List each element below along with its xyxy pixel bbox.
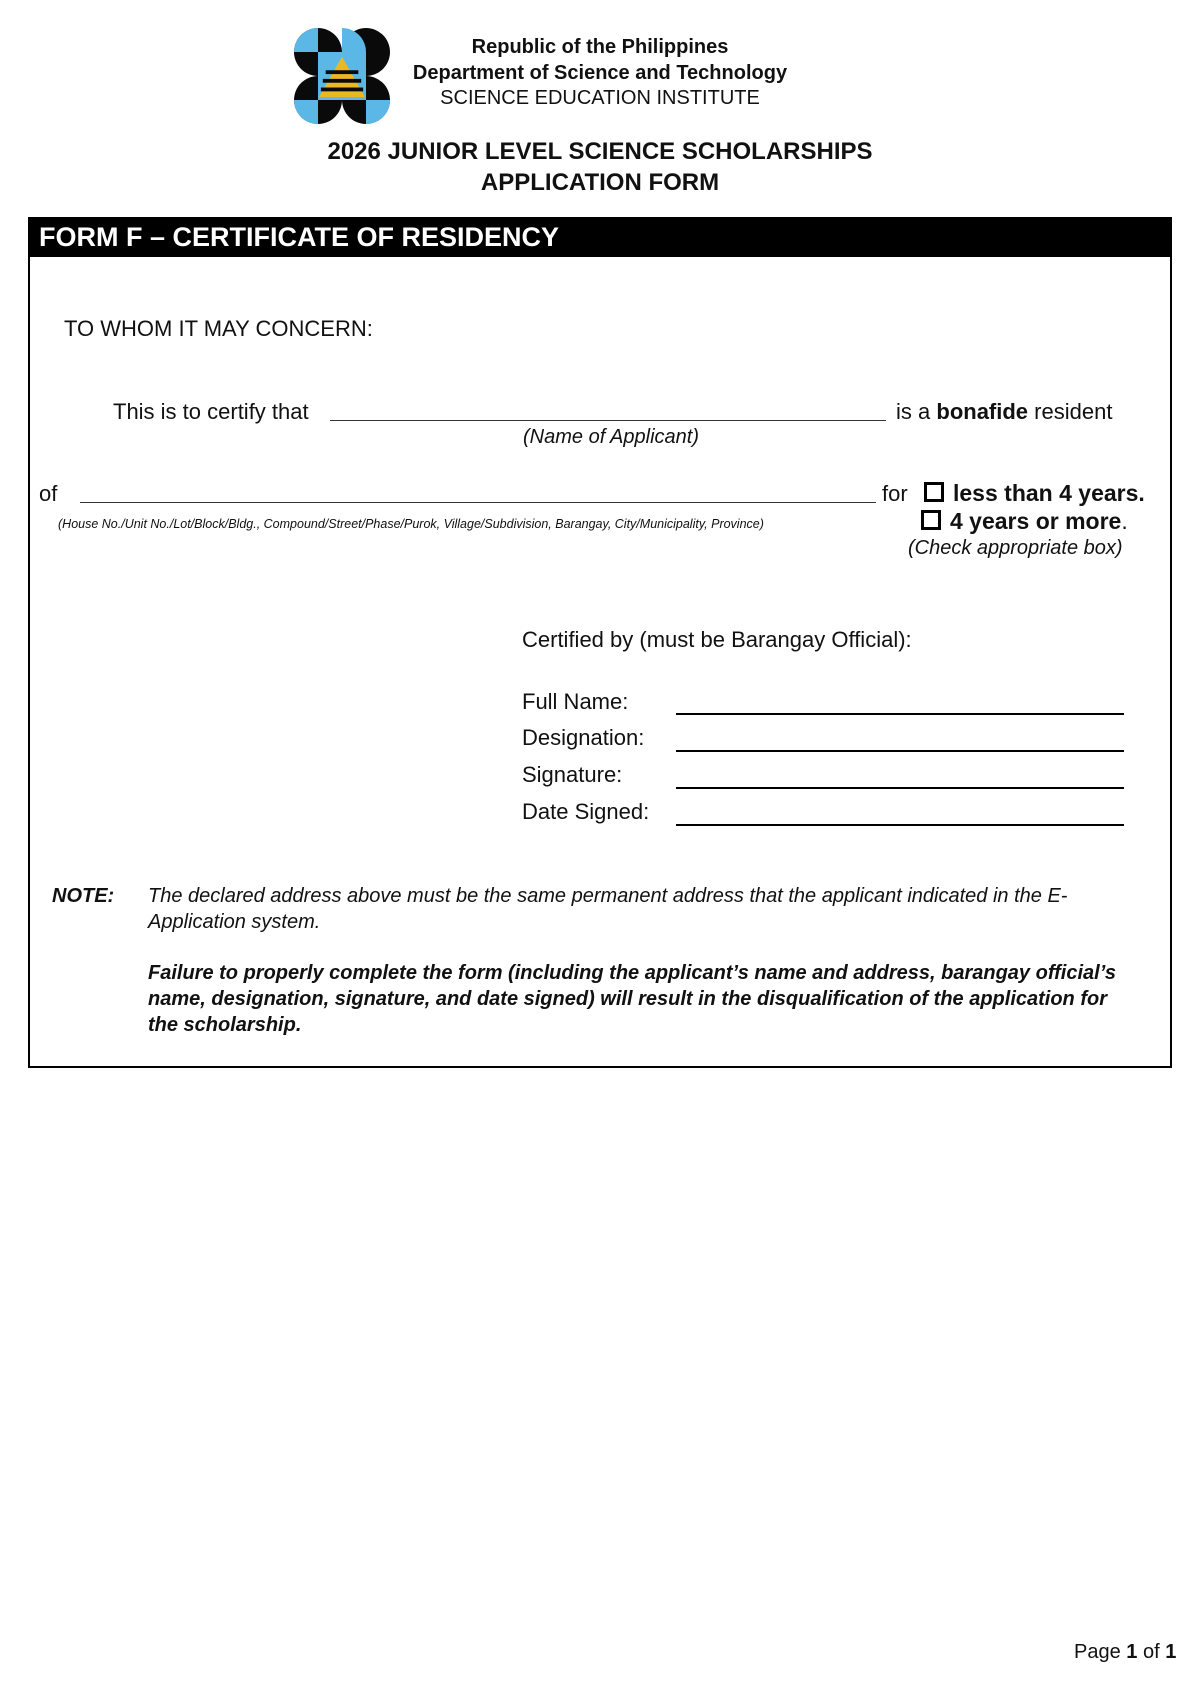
address-caption: (House No./Unit No./Lot/Block/Bldg., Compound/Street/Phase/Purok, Village/Subdivision, Barangay, City/Municipality, Province) xyxy=(58,517,764,531)
form-section-title: FORM F – CERTIFICATE OF RESIDENCY xyxy=(28,217,1172,257)
signature-line[interactable] xyxy=(676,766,1124,789)
checkbox-4-years-or-more[interactable] xyxy=(921,510,941,530)
option-less-than-4-years[interactable]: less than 4 years. xyxy=(924,480,1145,507)
certify-suffix: is a bonafide resident xyxy=(896,399,1113,424)
bonafide-word: bonafide xyxy=(936,399,1029,424)
certified-by-label: Certified by (must be Barangay Official): xyxy=(522,627,912,652)
form-title: 2026 JUNIOR LEVEL SCIENCE SCHOLARSHIPS xyxy=(327,138,873,165)
full-name-line[interactable] xyxy=(676,692,1124,715)
date-signed-line[interactable] xyxy=(676,803,1124,826)
full-name-label: Full Name: xyxy=(522,689,629,714)
designation-label: Designation: xyxy=(522,725,645,750)
designation-line[interactable] xyxy=(676,729,1124,752)
checkbox-less-than-4-years[interactable] xyxy=(924,482,944,502)
note-label: NOTE: xyxy=(52,885,115,907)
note-text: The declared address above must be the same permanent address that the applicant indicated in the E-Application system. xyxy=(148,885,1068,933)
check-caption: (Check appropriate box) xyxy=(908,537,1123,559)
warning-text: Failure to properly complete the form (including the applicant’s name and address, barangay official’s name, designation, signature, and date signed) will result in the disqualification of the application for the scholarship. xyxy=(148,962,1117,1036)
page-number: Page 1 of 1 xyxy=(1074,1641,1177,1663)
salutation: TO WHOM IT MAY CONCERN: xyxy=(64,316,373,341)
option-4-years-or-more[interactable]: 4 years or more. xyxy=(921,508,1128,535)
name-caption: (Name of Applicant) xyxy=(523,426,699,448)
for-label: for xyxy=(882,481,908,506)
signature-label: Signature: xyxy=(522,762,623,787)
header-department: Department of Science and Technology xyxy=(412,62,788,84)
form-subtitle: APPLICATION FORM xyxy=(480,169,720,196)
of-label: of xyxy=(39,481,58,506)
header-institute: SCIENCE EDUCATION INSTITUTE xyxy=(440,87,760,109)
address-line[interactable] xyxy=(80,480,876,503)
certify-prefix: This is to certify that xyxy=(113,399,309,424)
date-signed-label: Date Signed: xyxy=(522,799,650,824)
header-republic: Republic of the Philippines xyxy=(471,36,729,58)
applicant-name-line[interactable] xyxy=(330,398,886,421)
